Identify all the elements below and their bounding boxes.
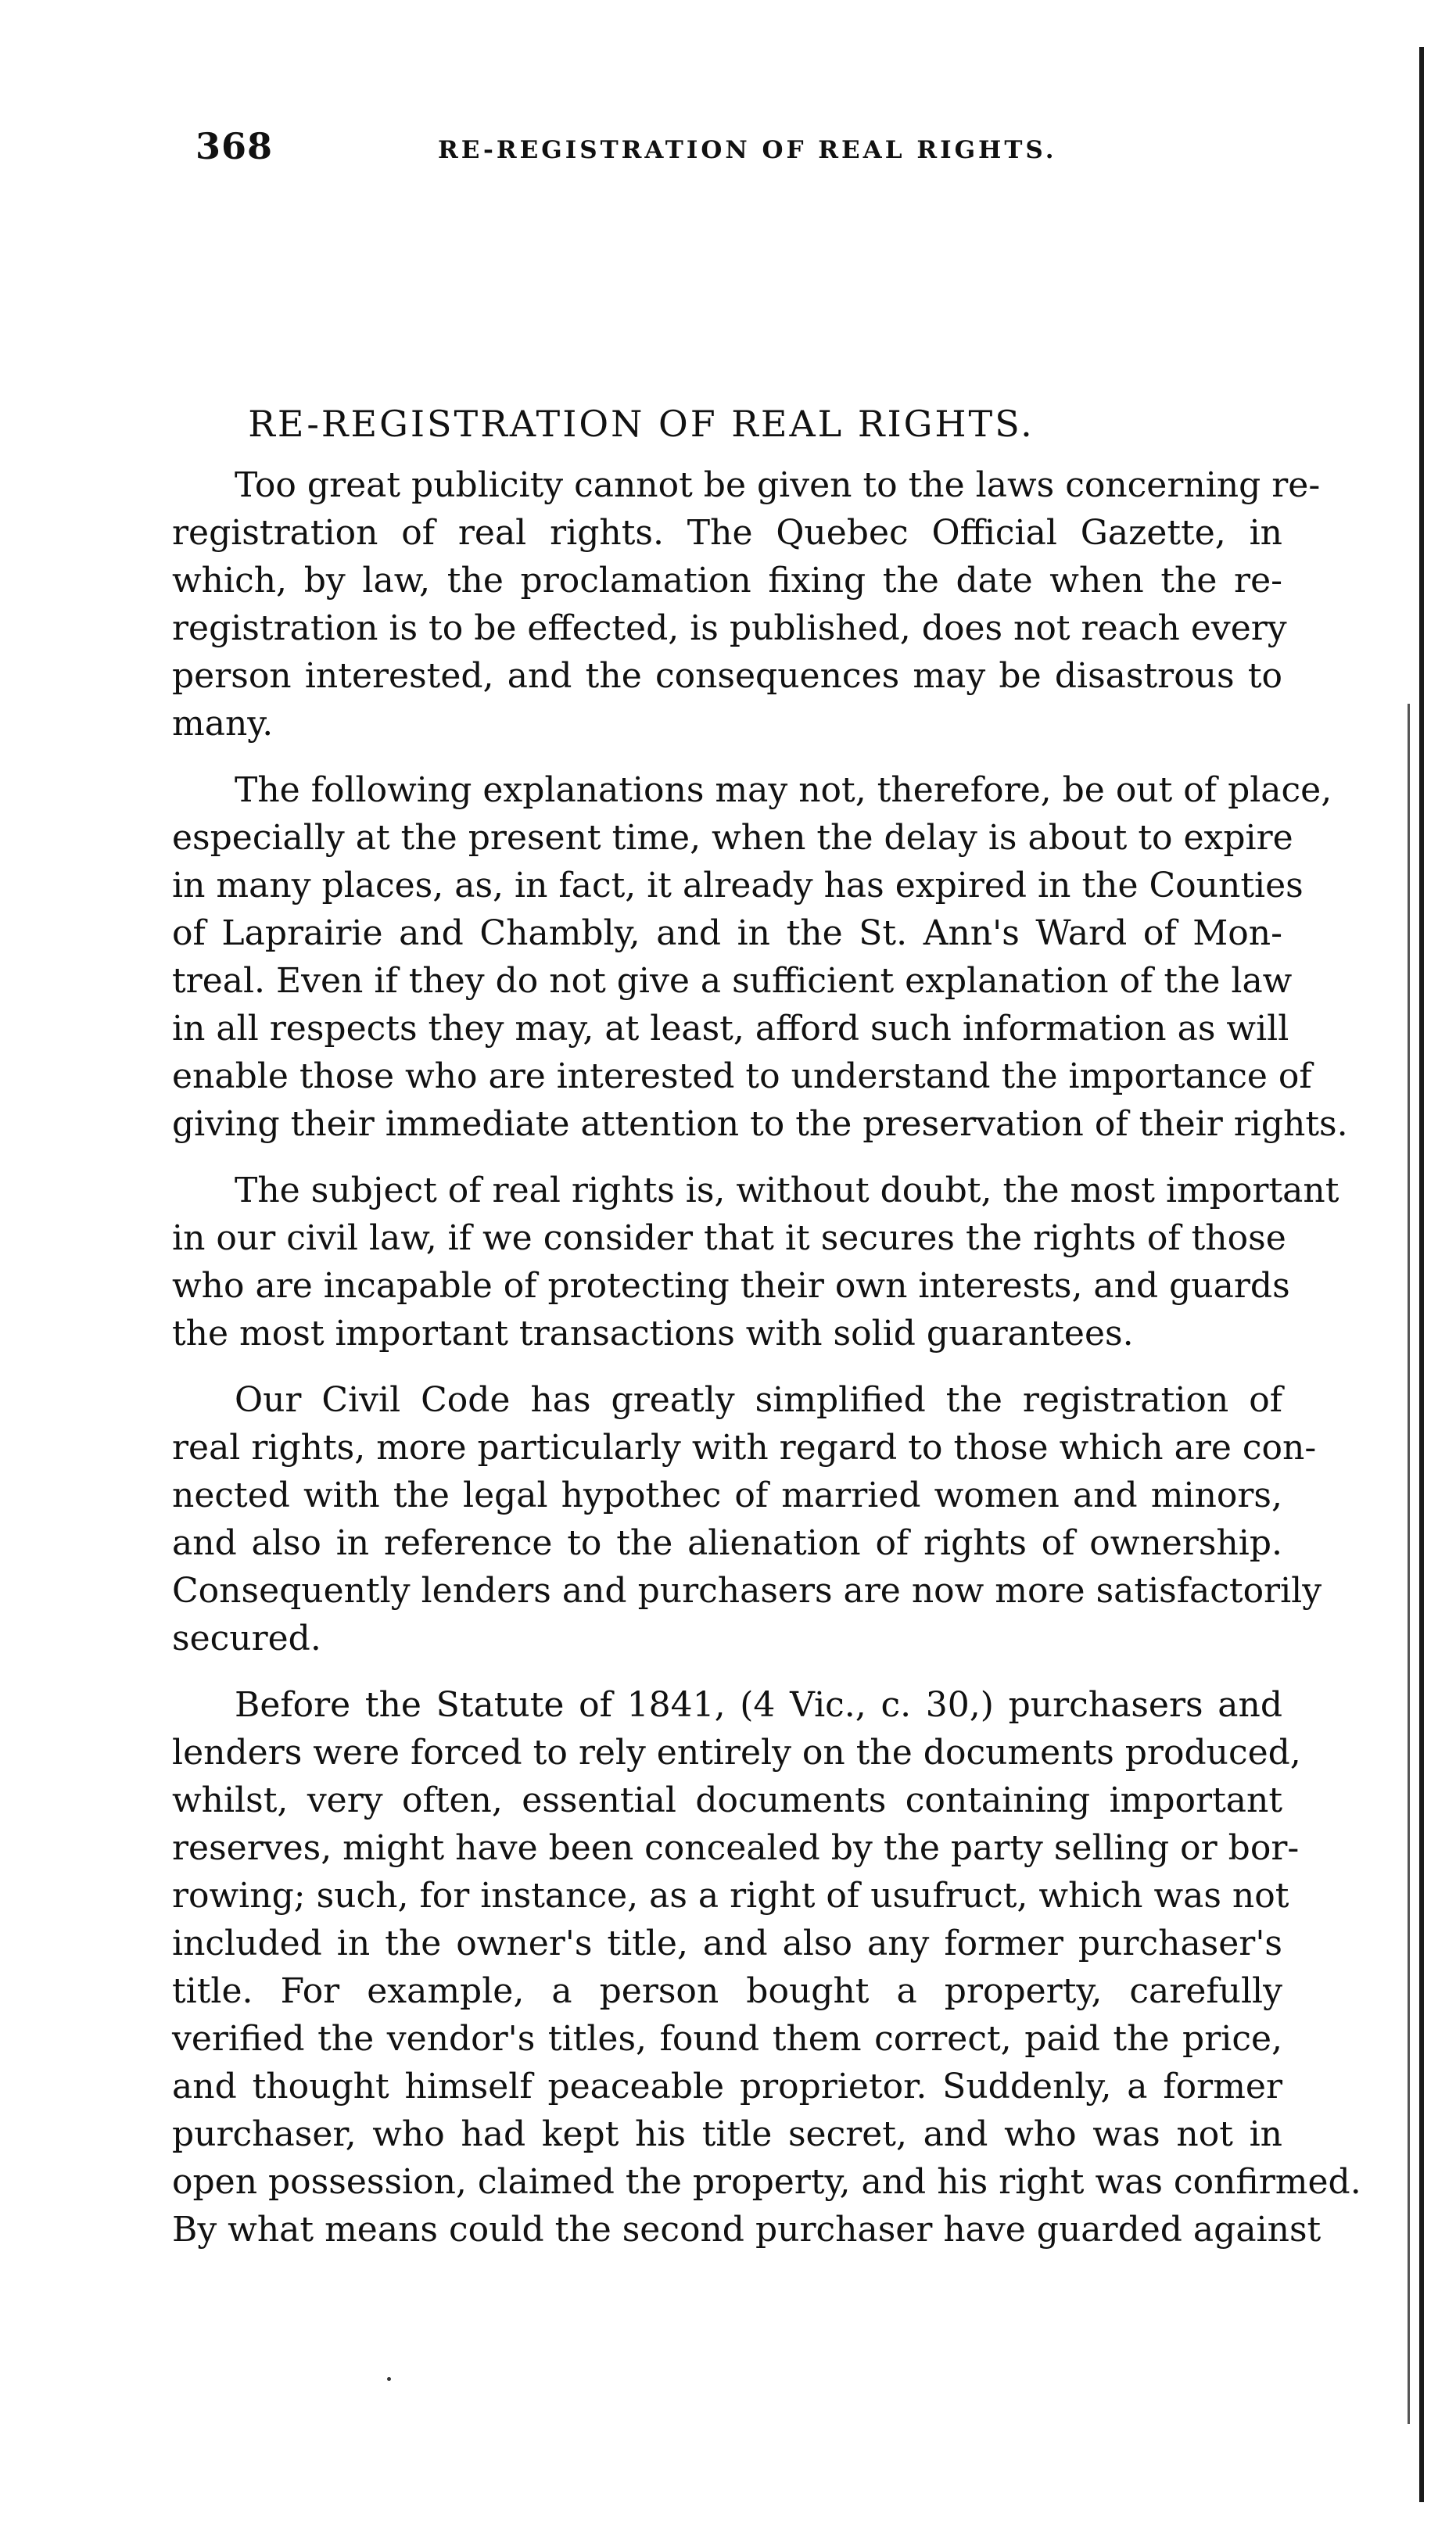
text-line: rowing; such, for instance, as a right of usufruct, which was not xyxy=(172,1876,1289,1916)
text-line: registration of real rights. The Quebec Official Gazette, in xyxy=(172,513,1282,553)
text-line: especially at the present time, when the delay is about to expire xyxy=(172,818,1293,858)
text-line: in all respects they may, at least, afford such information as will xyxy=(172,1009,1289,1049)
article-body xyxy=(172,461,1361,2272)
text-line: enable those who are interested to understand the importance of xyxy=(172,1056,1312,1096)
text-line: nected with the legal hypothec of married women and minors, xyxy=(172,1475,1282,1515)
text-line: treal. Even if they do not give a sufficient explanation of the law xyxy=(172,961,1293,1001)
text-line: secured. xyxy=(172,1619,321,1658)
ink-speck xyxy=(387,2377,391,2381)
text-line: and thought himself peaceable proprietor. Suddenly, a former xyxy=(172,2067,1282,2107)
text-line: in many places, as, in fact, it already has expired in the Counties xyxy=(172,866,1304,905)
text-line: purchaser, who had kept his title secret, and who was not in xyxy=(172,2114,1282,2154)
text-line: The subject of real rights is, without doubt, the most important xyxy=(235,1171,1339,1210)
paragraph xyxy=(172,461,1321,748)
text-line: which, by law, the proclamation fixing the date when the re- xyxy=(172,561,1282,601)
text-line: verified the vendor's titles, found them correct, paid the price, xyxy=(172,2019,1282,2059)
paragraph xyxy=(172,766,1348,1148)
text-line: included in the owner's title, and also any former purchaser's xyxy=(172,1924,1282,1963)
paragraph xyxy=(172,1167,1339,1357)
text-line: Too great publicity cannot be given to the laws concerning re- xyxy=(235,465,1321,505)
text-line: open possession, claimed the property, and his right was confirmed. xyxy=(172,2162,1361,2202)
page-edge-line xyxy=(1408,704,1410,2424)
running-header xyxy=(195,125,1063,180)
text-line: real rights, more particularly with regard to those which are con- xyxy=(172,1428,1317,1468)
page-edge-shadow xyxy=(1419,47,1424,2502)
page-number: 368 xyxy=(195,125,274,167)
text-line: lenders were forced to rely entirely on the documents produced, xyxy=(172,1733,1301,1773)
paragraph xyxy=(172,1376,1322,1662)
text-line: whilst, very often, essential documents containing important xyxy=(172,1780,1282,1820)
running-title: RE-REGISTRATION OF REAL RIGHTS. xyxy=(438,136,1057,164)
text-line: reserves, might have been concealed by the party selling or bor- xyxy=(172,1828,1300,1868)
text-line: in our civil law, if we consider that it secures the rights of those xyxy=(172,1218,1286,1258)
paragraph xyxy=(172,1681,1361,2254)
text-line: By what means could the second purchaser have guarded against xyxy=(172,2210,1322,2250)
text-line: who are incapable of protecting their own interests, and guards xyxy=(172,1266,1290,1306)
text-line: and also in reference to the alienation of rights of ownership. xyxy=(172,1523,1282,1563)
text-line: Our Civil Code has greatly simplified the registration of xyxy=(235,1380,1282,1420)
text-line: title. For example, a person bought a property, carefully xyxy=(172,1971,1282,2011)
text-line: many. xyxy=(172,704,274,744)
text-line: of Laprairie and Chambly, and in the St. Ann's Ward of Mon- xyxy=(172,913,1282,953)
text-line: The following explanations may not, therefore, be out of place, xyxy=(235,770,1332,810)
article-title: RE-REGISTRATION OF REAL RIGHTS. xyxy=(248,403,1035,445)
text-line: registration is to be effected, is published, does not reach every xyxy=(172,608,1287,648)
text-line: Consequently lenders and purchasers are now more satisfactorily xyxy=(172,1571,1322,1611)
text-line: Before the Statute of 1841, (4 Vic., c. 30,) purchasers and xyxy=(235,1685,1282,1725)
text-line: person interested, and the consequences may be disastrous to xyxy=(172,656,1282,696)
text-line: giving their immediate attention to the preservation of their rights. xyxy=(172,1104,1348,1144)
text-line: the most important transactions with solid guarantees. xyxy=(172,1314,1134,1354)
